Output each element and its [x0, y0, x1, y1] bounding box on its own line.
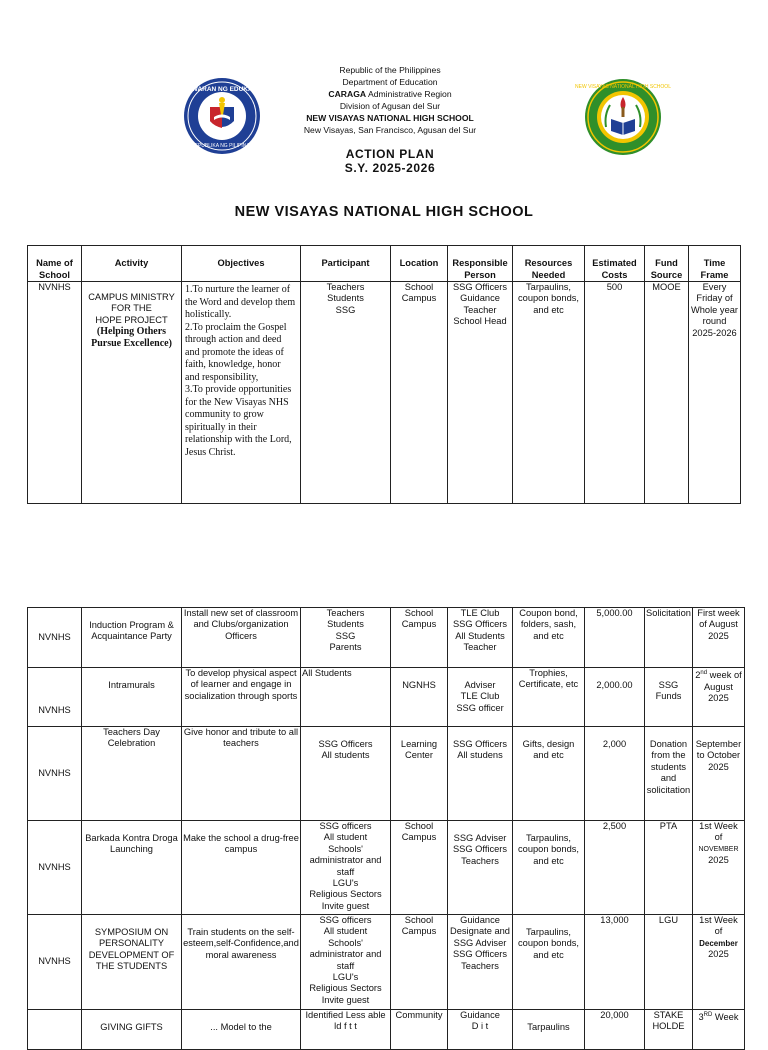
responsible-line: Adviser: [464, 680, 496, 690]
responsible-line: Guidance: [460, 1010, 500, 1020]
table-row: [28, 282, 741, 504]
cell-resources: Coupon bond, folders, sash, and etc: [513, 608, 585, 668]
cell-school: NVNHS: [28, 668, 82, 727]
letterhead: [240, 64, 540, 136]
school-heading: NEW VISAYAS NATIONAL HIGH SCHOOL: [234, 204, 534, 220]
cell-objectives: To develop physical aspect of learner and engage in socialization through sports: [182, 668, 301, 727]
cell-resources: Tarpaulins, coupon bonds, and etc: [513, 915, 585, 1010]
participant-line: Schools': [328, 937, 363, 948]
svg-text:KAGAWARAN NG EDUKASYON: KAGAWARAN NG EDUKASYON: [172, 86, 272, 93]
cell-school: NVNHS: [28, 915, 82, 1010]
table-row: [28, 727, 745, 821]
cell-objectives: ... Model to the: [182, 1010, 301, 1050]
cell-school: NVNHS: [28, 821, 82, 915]
plan-title: ACTION PLAN: [345, 147, 435, 161]
cell-responsible: [448, 668, 513, 727]
plan-title-block: [240, 147, 540, 175]
col-header: Fund Source: [645, 246, 689, 282]
cell-participant: [301, 727, 391, 821]
col-header: Objectives: [182, 246, 301, 282]
time-ordinal: nd: [700, 670, 708, 676]
cell-time: September to October 2025: [692, 727, 744, 821]
participant-line: Invite guest: [321, 900, 370, 911]
school-year: S.Y. 2025-2026: [344, 161, 436, 175]
time-number: 3: [698, 1012, 704, 1023]
cell-objectives: Install new set of classroom and Clubs/organization Officers: [182, 608, 301, 668]
cell-school: NVNHS: [28, 282, 82, 504]
table-row: [28, 668, 745, 727]
cell-activity: Teachers Day Celebration: [82, 727, 182, 821]
cell-cost: 5,000.00: [585, 608, 645, 668]
cell-activity: GIVING GIFTS: [82, 1010, 182, 1050]
time-line: 1st Week: [699, 821, 738, 831]
cell-location: [391, 282, 448, 504]
cell-activity: Induction Program & Acquaintance Party: [82, 608, 182, 668]
participant-line: Invite guest: [321, 994, 370, 1005]
responsible-line: Guidance: [460, 293, 500, 304]
cell-cost: 2,000: [585, 727, 645, 821]
location-line: School: [404, 608, 434, 618]
participant-line: Identified Less able: [305, 1010, 386, 1020]
participant-line: administrator and: [309, 949, 382, 960]
responsible-line: School Head: [453, 316, 507, 327]
cell-school: [28, 1010, 82, 1050]
cell-time: [692, 915, 744, 1010]
participant-line: All Students: [302, 668, 352, 678]
cell-participant: [301, 668, 391, 727]
participant-line: Students: [327, 293, 364, 304]
svg-text:NEW VISAYAS NATIONAL HIGH SCHO: NEW VISAYAS NATIONAL HIGH SCHOOL: [575, 84, 671, 90]
cell-fund: STAKE HOLDE: [645, 1010, 693, 1050]
cell-resources: Tarpaulins, coupon bonds, and etc: [513, 282, 585, 504]
responsible-line: SSG Adviser: [453, 833, 507, 843]
activity-bold: (Helping Others Pursue Excellence): [91, 326, 172, 349]
cell-location: [391, 608, 448, 668]
cell-location: [391, 727, 448, 821]
participant-line: Teachers: [326, 608, 365, 618]
col-header: Estimated Costs: [585, 246, 645, 282]
cell-location: [391, 1010, 448, 1050]
participant-line: administrator and: [309, 855, 382, 866]
cell-activity: [82, 282, 182, 504]
republic-line: Republic of the Philippines: [339, 65, 441, 75]
location-line: School: [404, 282, 434, 292]
cell-activity: Barkada Kontra Droga Launching: [82, 821, 182, 915]
participant-line: SSG officers: [319, 915, 372, 925]
participant-line: staff: [336, 866, 355, 877]
participant-line: Parents: [329, 642, 362, 653]
participant-line: SSG: [335, 630, 356, 641]
location-line: School: [404, 821, 434, 831]
activity-line: HOPE PROJECT: [95, 314, 168, 325]
action-plan-table-2: [27, 607, 745, 1050]
cell-location: [391, 821, 448, 915]
cell-responsible: [448, 608, 513, 668]
time-month: NOVEMBER: [698, 845, 739, 853]
cell-resources: Trophies, Certificate, etc: [513, 668, 585, 727]
location-line: Campus: [401, 832, 437, 843]
cell-location: [391, 915, 448, 1010]
cell-school: NVNHS: [28, 608, 82, 668]
responsible-line: SSG Officers: [452, 739, 508, 749]
participant-line: Schools': [328, 843, 363, 854]
cell-objectives: [182, 282, 301, 504]
participant-line: ld f t t: [334, 1021, 357, 1032]
responsible-line: SSG Adviser: [453, 937, 507, 948]
cell-responsible: [448, 727, 513, 821]
cell-fund: SSG Funds: [645, 668, 693, 727]
activity-line: FOR THE: [111, 303, 152, 314]
region-bold: CARAGA: [328, 89, 367, 99]
cell-cost: 20,000: [585, 1010, 645, 1050]
cell-cost: 2,500: [585, 821, 645, 915]
participant-line: Teachers: [326, 282, 365, 292]
table-header-row: [28, 246, 741, 282]
responsible-line: Teachers: [461, 855, 499, 866]
col-header: Responsible Person: [448, 246, 513, 282]
cell-responsible: [448, 1010, 513, 1050]
division-line: Division of Agusan del Sur: [339, 101, 441, 111]
location-line: Community: [395, 1010, 443, 1020]
cell-activity: SYMPOSIUM ON PERSONALITY DEVELOPMENT OF THE STUDENTS: [82, 915, 182, 1010]
participant-line: All student: [323, 926, 368, 937]
responsible-line: Designate and: [450, 926, 510, 937]
table-row: [28, 915, 745, 1010]
participant-line: staff: [336, 960, 355, 971]
responsible-line: SSG Officers: [452, 282, 508, 292]
cell-participant: [301, 608, 391, 668]
cell-school: NVNHS: [28, 727, 82, 821]
participant-line: SSG: [335, 304, 356, 315]
responsible-line: SSG Officers: [452, 844, 508, 855]
objective-item: 2.To proclaim the Gospel through action and deed and promote the ideas of faith, knowledge, honor and responsibility,: [185, 321, 287, 383]
department-line: Department of Education: [342, 77, 438, 87]
participant-line: SSG Officers: [318, 739, 373, 749]
participant-line: LGU's: [332, 878, 359, 889]
time-rest: Week: [712, 1012, 739, 1023]
cell-time: First week of August 2025: [692, 608, 744, 668]
responsible-line: TLE Club: [460, 691, 500, 702]
location-line: NGNHS: [402, 680, 436, 690]
time-line: 2025: [708, 855, 729, 866]
cell-time: Every Friday of Whole year round 2025-2026: [689, 282, 741, 504]
time-line: 1st Week: [699, 915, 738, 925]
cell-resources: Gifts, design and etc: [513, 727, 585, 821]
cell-fund: Donation from the students and solicitation: [645, 727, 693, 821]
cell-participant: [301, 915, 391, 1010]
responsible-line: All studens: [457, 750, 503, 761]
participant-line: Religious Sectors: [309, 889, 382, 900]
location-line: Campus: [401, 293, 437, 304]
responsible-line: Teachers: [461, 960, 499, 971]
col-header: Name of School: [28, 246, 82, 282]
col-header: Participant: [301, 246, 391, 282]
time-ordinal: RD: [703, 1012, 713, 1018]
location-line: School: [404, 915, 434, 925]
cell-resources: Tarpaulins, coupon bonds, and etc: [513, 821, 585, 915]
participant-line: LGU's: [332, 972, 359, 983]
time-number: 2: [695, 670, 701, 681]
col-header: Resources Needed: [513, 246, 585, 282]
cell-cost: 2,000.00: [585, 668, 645, 727]
location-line: Campus: [401, 619, 437, 630]
cell-fund: MOOE: [645, 282, 689, 504]
cell-objectives: Give honor and tribute to all teachers: [182, 727, 301, 821]
participant-line: All students: [321, 750, 370, 761]
responsible-line: All Students: [455, 630, 505, 641]
table-row: [28, 1010, 745, 1050]
responsible-line: SSG Officers: [452, 619, 508, 630]
region-line: [240, 88, 540, 100]
responsible-line: D i t: [471, 1021, 489, 1032]
responsible-line: SSG Officers: [452, 949, 508, 960]
participant-line: SSG officers: [319, 821, 372, 831]
time-line: 2025: [708, 949, 729, 960]
cell-responsible: [448, 282, 513, 504]
table-row: [28, 821, 745, 915]
cell-fund: LGU: [645, 915, 693, 1010]
action-plan-table-1: [27, 245, 741, 504]
col-header: Activity: [82, 246, 182, 282]
time-line: of: [714, 926, 723, 937]
participant-line: All student: [323, 832, 368, 843]
table-row: [28, 608, 745, 668]
cell-participant: [301, 282, 391, 504]
responsible-line: SSG officer: [456, 702, 504, 713]
nvnhs-seal-logo: [575, 77, 671, 157]
address-line: New Visayas, San Francisco, Agusan del Sur: [303, 125, 477, 135]
time-rest: week of August 2025: [703, 670, 742, 703]
location-line: Campus: [401, 926, 437, 937]
cell-cost: 13,000: [585, 915, 645, 1010]
objective-item: 1.To nurture the learner of the Word and develop them holistically.: [185, 284, 296, 320]
cell-responsible: [448, 915, 513, 1010]
cell-cost: 500: [585, 282, 645, 504]
time-month: December: [699, 938, 738, 948]
school-name-line: NEW VISAYAS NATIONAL HIGH SCHOOL: [306, 113, 474, 123]
cell-time: [692, 668, 744, 727]
cell-responsible: [448, 821, 513, 915]
activity-line: CAMPUS MINISTRY: [88, 292, 175, 302]
region-rest: Administrative Region: [366, 89, 452, 99]
cell-location: [391, 668, 448, 727]
objective-item: 3.To provide opportunities for the New Visayas NHS community to grow spiritually in their relationship with the Lord, Jesus Christ.: [185, 384, 292, 458]
responsible-line: Teacher: [463, 304, 497, 315]
location-line: Center: [405, 750, 433, 761]
cell-time: [692, 821, 744, 915]
cell-objectives: Make the school a drug-free campus: [182, 821, 301, 915]
location-line: Learning: [400, 739, 438, 749]
cell-time: [692, 1010, 744, 1050]
time-line: of: [714, 832, 723, 843]
responsible-line: Guidance: [460, 915, 500, 925]
cell-participant: [301, 821, 391, 915]
col-header: Time Frame: [689, 246, 741, 282]
participant-line: Religious Sectors: [309, 983, 382, 994]
cell-resources: Tarpaulins: [513, 1010, 585, 1050]
svg-text:REPUBLIKA NG PILIPINAS: REPUBLIKA NG PILIPINAS: [191, 143, 253, 149]
responsible-line: TLE Club: [460, 608, 500, 618]
cell-activity: Intramurals: [82, 668, 182, 727]
cell-fund: Solicitation: [645, 608, 693, 668]
cell-fund: PTA: [645, 821, 693, 915]
col-header: Location: [391, 246, 448, 282]
cell-objectives: Train students on the self-esteem,self-Confidence,and moral awareness: [182, 915, 301, 1010]
participant-line: Students: [327, 619, 364, 630]
responsible-line: Teacher: [463, 642, 497, 653]
cell-participant: [301, 1010, 391, 1050]
